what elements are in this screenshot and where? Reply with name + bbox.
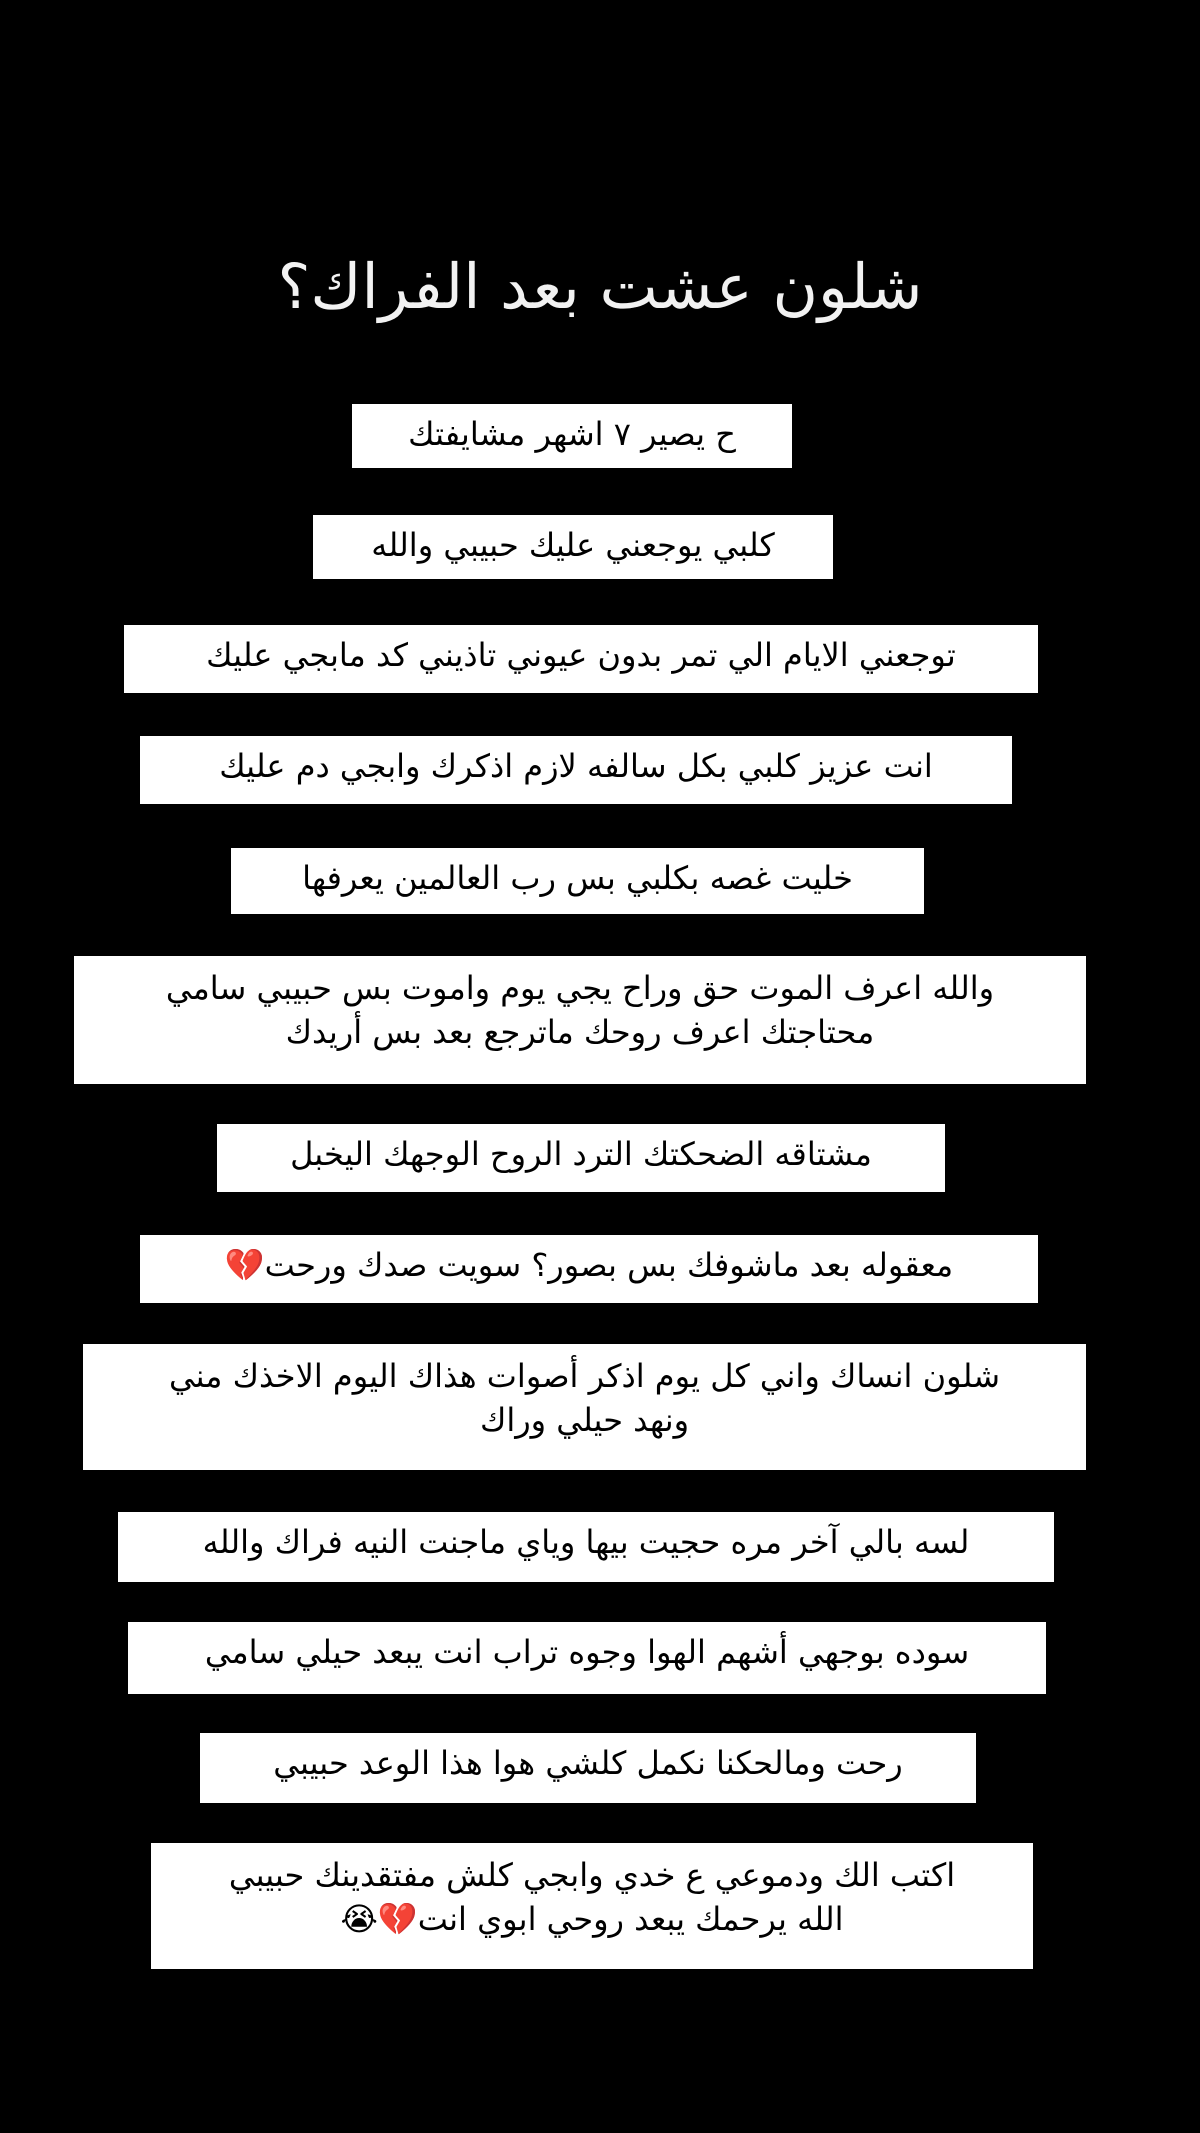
text-line-10: لسه بالي آخر مره حجيت بيها وياي ماجنت النيه فراك والله [118,1512,1054,1582]
text-line-6 [74,956,1086,1084]
text-line-9-row-2: ونهد حيلي وراك [479,1401,690,1439]
text-line-8: معقوله بعد ماشوفك بس بصور؟ سويت صدك ورحت💔 [140,1235,1038,1303]
text-line-13-row-1: اكتب الك ودموعي ع خدي وابجي كلش مفتقدينك حبيبي [228,1856,956,1894]
text-line-11: سوده بوجهي أشهم الهوا وجوه تراب انت يبعد حيلي سامي [128,1622,1046,1694]
text-line-6-row-2: محتاجتك اعرف روحك ماترجع بعد بس أريدك [285,1013,875,1051]
text-line-12: رحت ومالحكنا نكمل كلشي هوا هذا الوعد حبيبي [200,1733,976,1803]
text-line-7: مشتاقه الضحكتك الترد الروح الوجهك اليخبل [217,1124,945,1192]
text-line-2: كلبي يوجعني عليك حبيبي والله [313,515,833,579]
page-title: شلون عشت بعد الفراك؟ [277,250,923,323]
text-line-9-row-1: شلون انساك واني كل يوم اذكر أصوات هذاك اليوم الاخذك مني [168,1357,1001,1395]
text-line-13-row-2: الله يرحمك يبعد روحي ابوي انت💔😭 [340,1900,844,1938]
text-line-5: خليت غصه بكلبي بس رب العالمين يعرفها [231,848,924,914]
text-line-13 [151,1843,1033,1969]
text-line-6-row-1: والله اعرف الموت حق وراح يجي يوم واموت بس حبيبي سامي [165,969,995,1007]
text-line-4: انت عزيز كلبي بكل سالفه لازم اذكرك وابجي دم عليك [140,736,1012,804]
text-line-3: توجعني الايام الي تمر بدون عيوني تاذيني كد مابجي عليك [124,625,1038,693]
text-line-9 [83,1344,1086,1470]
text-line-1: ح يصير ٧ اشهر مشايفتك [352,404,792,468]
